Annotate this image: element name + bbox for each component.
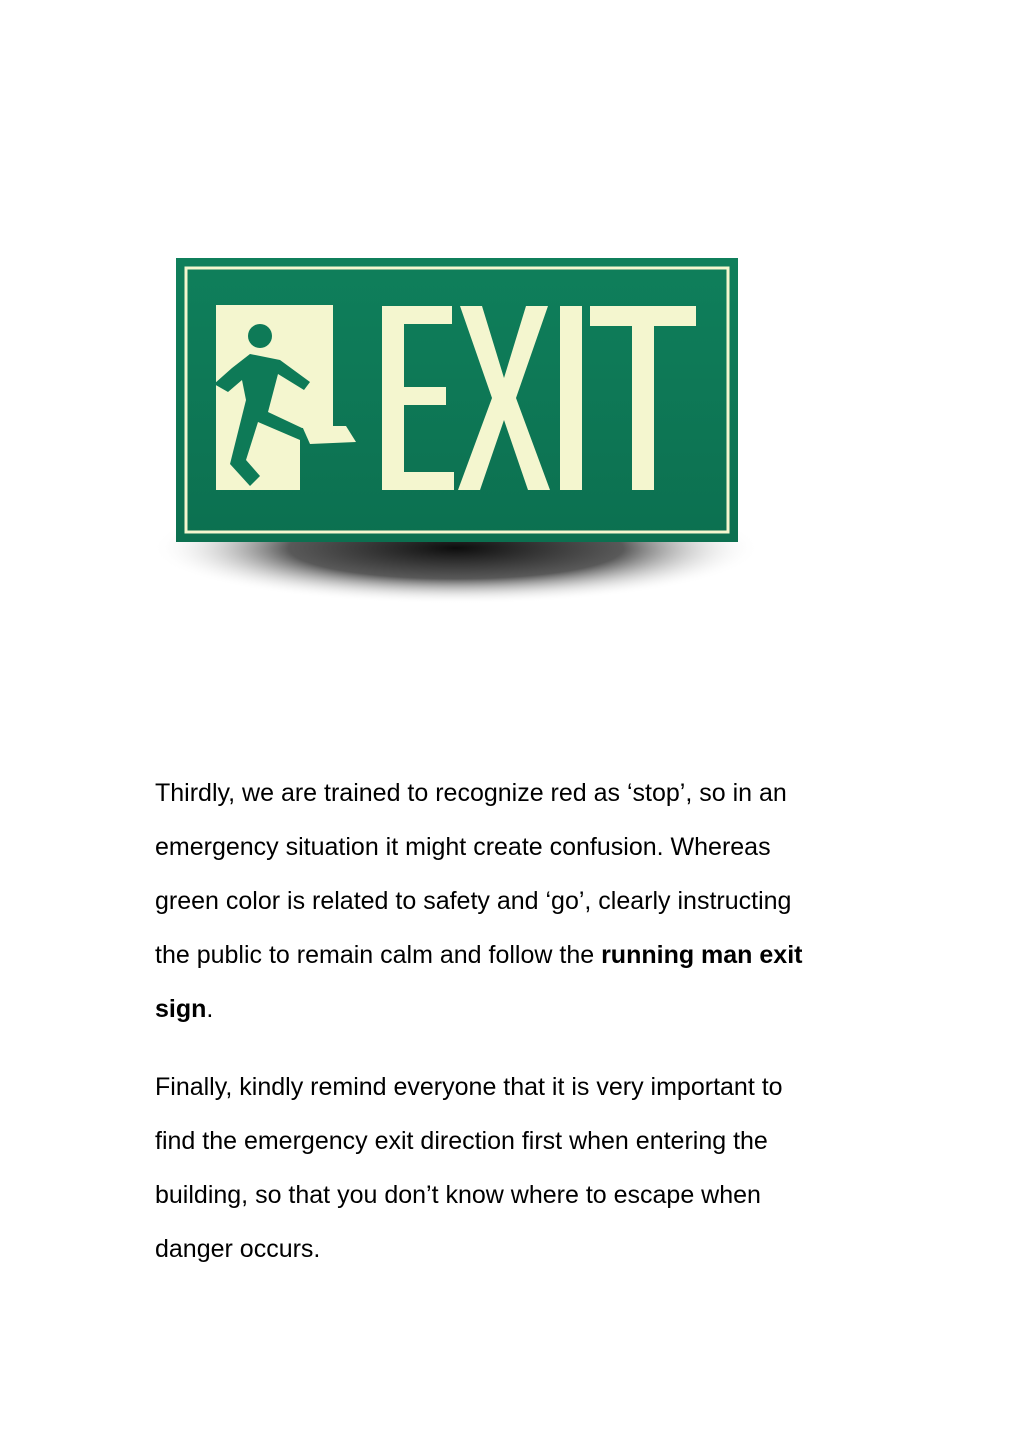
paragraph-2-line-2: find the emergency exit direction first when entering the bbox=[155, 1127, 768, 1155]
paragraph-2-line-1: Finally, kindly remind everyone that it is very important to bbox=[155, 1073, 783, 1101]
paragraph-1-line-2: emergency situation it might create confusion. Whereas bbox=[155, 833, 771, 861]
exit-sign-image bbox=[150, 250, 766, 610]
paragraph-2 bbox=[155, 1060, 885, 1276]
paragraph-2-line-4: danger occurs. bbox=[155, 1235, 321, 1263]
bold-phrase-running-man-exit: running man exit bbox=[601, 941, 803, 969]
bold-phrase-sign: sign bbox=[155, 995, 207, 1023]
paragraph-1-line-4 bbox=[155, 928, 885, 982]
paragraph-1-line-3: green color is related to safety and ‘go’, clearly instructing bbox=[155, 887, 792, 915]
paragraph-1-line-4-text: the public to remain calm and follow the bbox=[155, 941, 602, 969]
paragraph-1 bbox=[155, 766, 885, 1036]
paragraph-1-line-1: Thirdly, we are trained to recognize red as ‘stop’, so in an bbox=[155, 779, 787, 807]
paragraph-1-period: . bbox=[206, 995, 214, 1023]
paragraph-2-line-3: building, so that you don’t know where to escape when bbox=[155, 1181, 761, 1209]
body-text bbox=[155, 766, 885, 1300]
paragraph-1-line-5 bbox=[155, 982, 885, 1036]
